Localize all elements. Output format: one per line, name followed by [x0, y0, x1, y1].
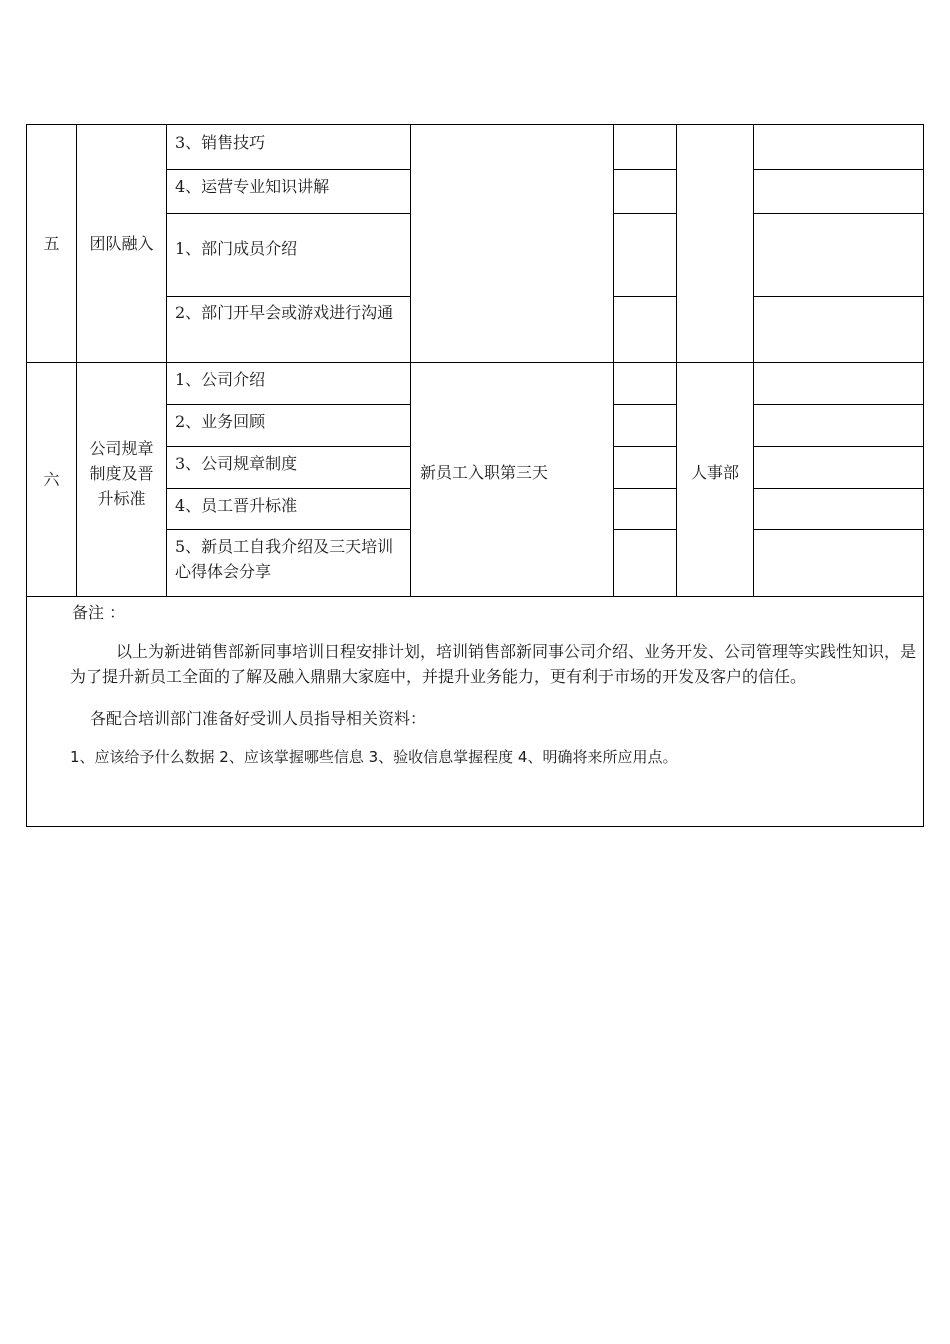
- section-topic: 团队融入: [89, 234, 154, 253]
- notes-prepare: 各配合培训部门准备好受训人员指导相关资料：: [90, 709, 427, 728]
- notes-label: 备注 ：: [72, 603, 126, 622]
- training-item: 2、部门开早会或游戏进行沟通: [175, 303, 394, 322]
- notes-paragraph: 以上为新进销售部新同事培训日程安排计划，培训销售部新同事公司介绍、业务开发、公司管理等实践性知识，是为了提升新员工全面的了解及融入鼎鼎大家庭中，并提升业务能力，更有利于市场的开发及客户的信任。: [70, 642, 917, 686]
- schedule-cell: 新员工入职第三天: [420, 462, 549, 482]
- section-topic: 公司规章制度及晋升标准: [89, 438, 154, 508]
- training-item: 3、销售技巧: [175, 133, 266, 152]
- training-item: 3、公司规章制度: [175, 454, 298, 473]
- training-item: 4、员工晋升标准: [175, 496, 298, 515]
- training-item: 5、新员工自我介绍及三天培训心得体会分享: [175, 537, 394, 581]
- section-number: 五: [43, 234, 60, 253]
- section-number: 六: [43, 470, 60, 489]
- training-item: 4、运营专业知识讲解: [175, 177, 330, 196]
- notes-points: 1、应该给予什么数据 2、应该掌握哪些信息 3、验收信息掌握程度 4、明确将来所应用点。: [70, 748, 678, 766]
- training-item: 1、部门成员介绍: [175, 239, 298, 258]
- training-item: 1、公司介绍: [175, 370, 266, 389]
- training-item: 2、业务回顾: [175, 412, 266, 431]
- department-cell: 人事部: [690, 462, 739, 482]
